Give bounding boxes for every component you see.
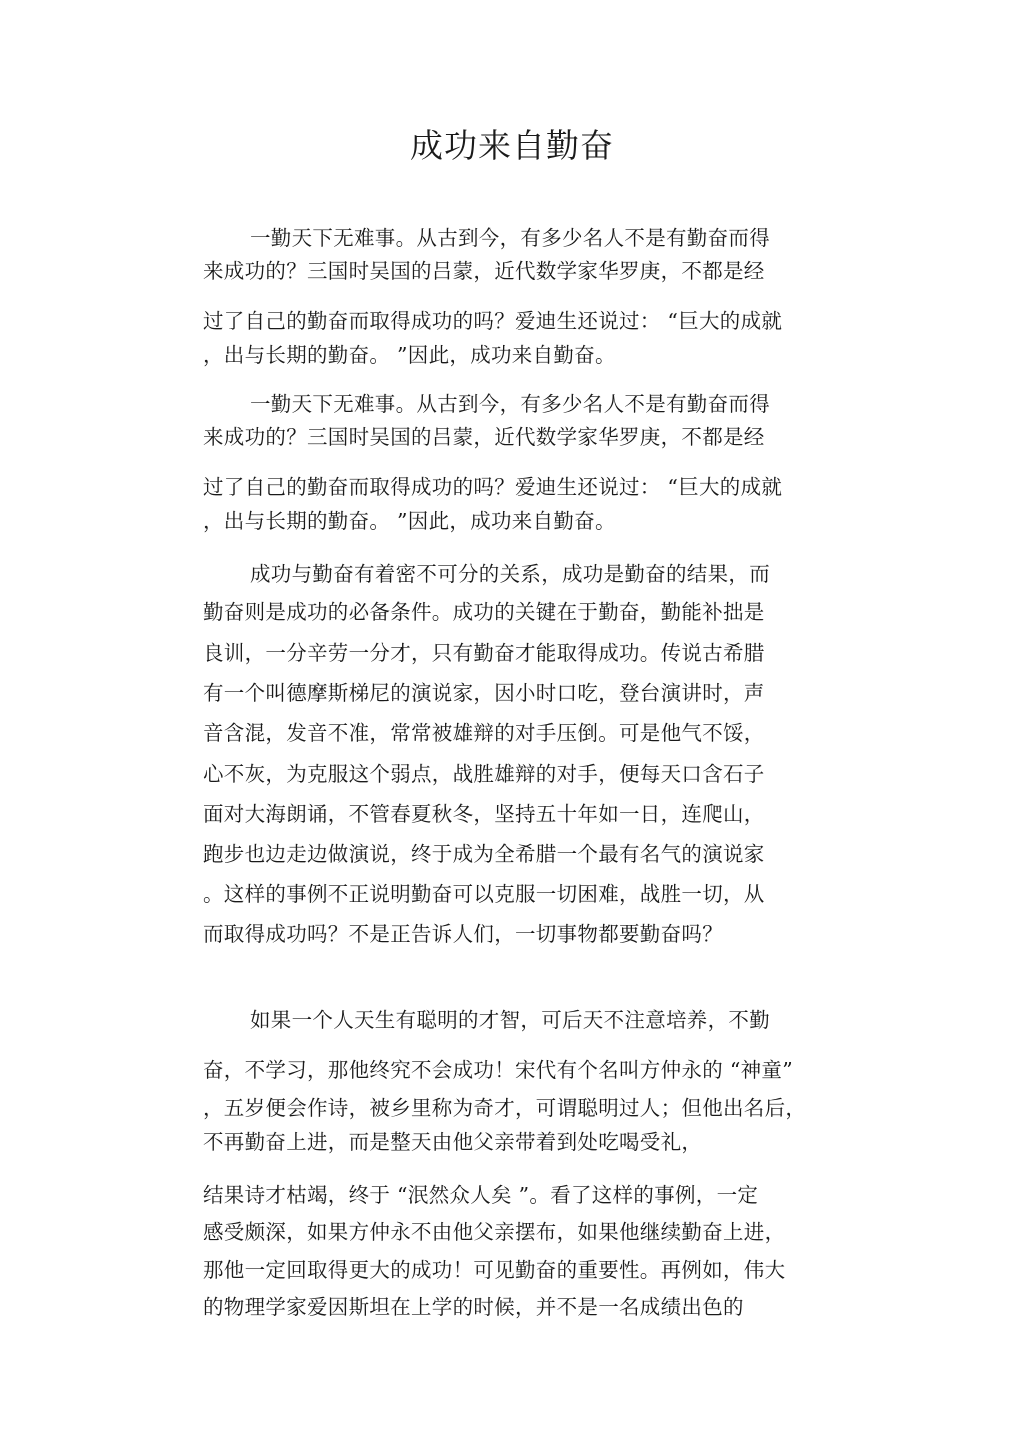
text-line: 过了自己的勤奋而取得成功的吗？爱迪生还说过： “巨大的成就: [203, 475, 783, 499]
text-line: 良训，一分辛劳一分才，只有勤奋才能取得成功。传说古希腊: [203, 641, 765, 665]
text-line: ，出与长期的勤奋。 ”因此，成功来自勤奋。: [203, 509, 616, 533]
text-line: 成功与勤奋有着密不可分的关系，成功是勤奋的结果，而: [250, 562, 770, 586]
text-line: 感受颇深，如果方仲永不由他父亲摆布，如果他继续勤奋上进，: [203, 1220, 786, 1244]
text-line: 有一个叫德摩斯梯尼的演说家，因小时口吃，登台演讲时，声: [203, 681, 765, 705]
text-line: 过了自己的勤奋而取得成功的吗？爱迪生还说过： “巨大的成就: [203, 309, 783, 333]
document-title: 成功来自勤奋: [410, 126, 614, 165]
text-line: 心不灰，为克服这个弱点，战胜雄辩的对手，便每天口含石子: [203, 762, 765, 786]
text-line: 一勤天下无难事。从古到今，有多少名人不是有勤奋而得: [250, 392, 770, 416]
text-line: 。这样的事例不正说明勤奋可以克服一切困难，战胜一切，从: [203, 882, 765, 906]
text-line: 来成功的？三国时吴国的吕蒙，近代数学家华罗庚，不都是经: [203, 425, 765, 449]
text-line: 而取得成功吗？不是正告诉人们，一切事物都要勤奋吗？: [203, 922, 723, 946]
text-line: 面对大海朗诵，不管春夏秋冬，坚持五十年如一日，连爬山，: [203, 802, 765, 826]
text-line: 的物理学家爱因斯坦在上学的时候，并不是一名成绩出色的: [203, 1295, 744, 1319]
text-line: 一勤天下无难事。从古到今，有多少名人不是有勤奋而得: [250, 226, 770, 250]
text-line: 勤奋则是成功的必备条件。成功的关键在于勤奋，勤能补拙是: [203, 600, 765, 624]
text-line: 来成功的？三国时吴国的吕蒙，近代数学家华罗庚，不都是经: [203, 259, 765, 283]
text-line: 那他一定回取得更大的成功！可见勤奋的重要性。再例如，伟大: [203, 1258, 786, 1282]
text-line: 结果诗才枯竭，终于 “泯然众人矣 ”。看了这样的事例，一定: [203, 1183, 759, 1207]
text-line: 如果一个人天生有聪明的才智，可后天不注意培养，不勤: [250, 1008, 770, 1032]
text-line: 不再勤奋上进，而是整天由他父亲带着到处吃喝受礼，: [203, 1130, 703, 1154]
text-line: ，五岁便会作诗，被乡里称为奇才，可谓聪明过人；但他出名后，: [203, 1096, 807, 1120]
text-line: ，出与长期的勤奋。 ”因此，成功来自勤奋。: [203, 343, 616, 367]
text-line: 跑步也边走边做演说，终于成为全希腊一个最有名气的演说家: [203, 842, 765, 866]
text-line: 奋，不学习，那他终究不会成功！宋代有个名叫方仲永的 “神童”: [203, 1058, 793, 1082]
text-line: 音含混，发音不准，常常被雄辩的对手压倒。可是他气不馁，: [203, 721, 765, 745]
